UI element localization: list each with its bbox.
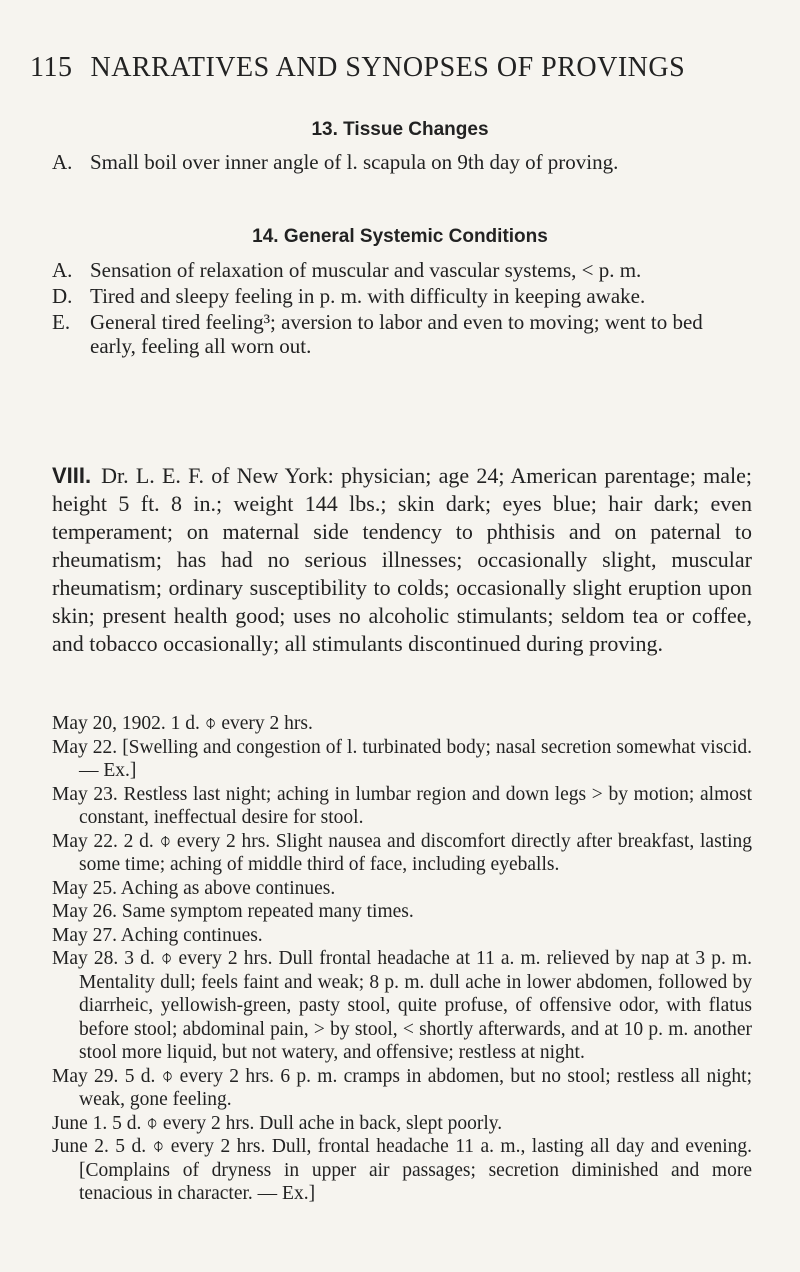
symptom-entry [52,150,752,174]
section-13-entries [52,150,752,176]
section-14-entries [52,258,752,360]
prover-text: Dr. L. E. F. of New York: physician; age 24; American parentage; male; height 5 ft. 8 in.; weight 144 lbs.; skin dark; eyes blue; hair dark; even temperament; on maternal side tendency to phthisis and on paternal to rheumatism; has had no serious illnesses; occasionally slight, muscular rheumatism; ordinary susceptibility to colds; occasionally slight eruption upon skin; present health good; uses no alcoholic stimulants; seldom tea or coffee, and tobacco occasionally; all stimulants discontinued during proving. [52,463,752,656]
prover-numeral: VIII. [52,463,92,488]
entry-text: Small boil over inner angle of l. scapula on 9th day of proving. [90,150,619,174]
entry-text: General tired feeling³; aversion to labor and even to moving; went to bed early, feeling all worn out. [90,310,703,358]
journal-entry: May 25. Aching as above continues. [52,877,336,899]
symptom-entry [52,284,752,308]
page-number: 115 [30,52,73,83]
journal-entry: June 1. 5 d. ⌽ every 2 hrs. Dull ache in back, slept poorly. [52,1112,503,1134]
journal-entry: May 22. 2 d. ⌽ every 2 hrs. Slight nausea and discomfort directly after breakfast, lasting some time; aching of middle third of face, including eyeballs. [52,830,752,875]
journal-entry: May 27. Aching continues. [52,924,263,946]
section-14-heading: 14. General Systemic Conditions [252,226,548,247]
entry-text: Tired and sleepy feeling in p. m. with difficulty in keeping awake. [90,284,646,308]
entry-label: A. [52,258,73,282]
symptom-entry [52,310,752,358]
journal-entry: May 28. 3 d. ⌽ every 2 hrs. Dull frontal headache at 11 a. m. relieved by nap at 3 p. m. Mentality dull; feels faint and weak; 8 p. m. dull ache in lower abdomen, followed by diarrheic, yellowish-green, pasty stool, quite profuse, of offensive odor, with flatus before stool; abdominal pain, > by stool, < shortly afterwards, and at 10 p. m. another stool more liquid, but not watery, and offensive; restless at night. [52,948,752,1063]
running-head [30,52,780,84]
journal-entry: May 22. [Swelling and congestion of l. turbinated body; nasal secretion somewhat viscid. — Ex.] [52,736,752,781]
journal-entry: June 2. 5 d. ⌽ every 2 hrs. Dull, frontal headache 11 a. m., lasting all day and evening. [Complains of dryness in upper air passages; secretion diminished and more tenacious in character. — Ex.] [52,1136,752,1204]
proving-journal [52,712,752,1206]
entry-label: A. [52,150,73,174]
journal-entry: May 20, 1902. 1 d. ⌽ every 2 hrs. [52,713,313,734]
journal-entry: May 29. 5 d. ⌽ every 2 hrs. 6 p. m. cramps in abdomen, but no stool; restless all night; weak, gone feeling. [52,1065,752,1110]
entry-label: D. [52,284,73,308]
section-13-heading: 13. Tissue Changes [311,119,489,140]
entry-label: E. [52,310,71,334]
running-title: NARRATIVES AND SYNOPSES OF PROVINGS [90,52,686,83]
prover-description [52,462,752,658]
symptom-entry [52,258,752,282]
journal-entry: May 23. Restless last night; aching in lumbar region and down legs > by motion; almost constant, ineffectual desire for stool. [52,783,752,828]
entry-text: Sensation of relaxation of muscular and vascular systems, < p. m. [90,258,642,282]
journal-entry: May 26. Same symptom repeated many times. [52,901,414,922]
